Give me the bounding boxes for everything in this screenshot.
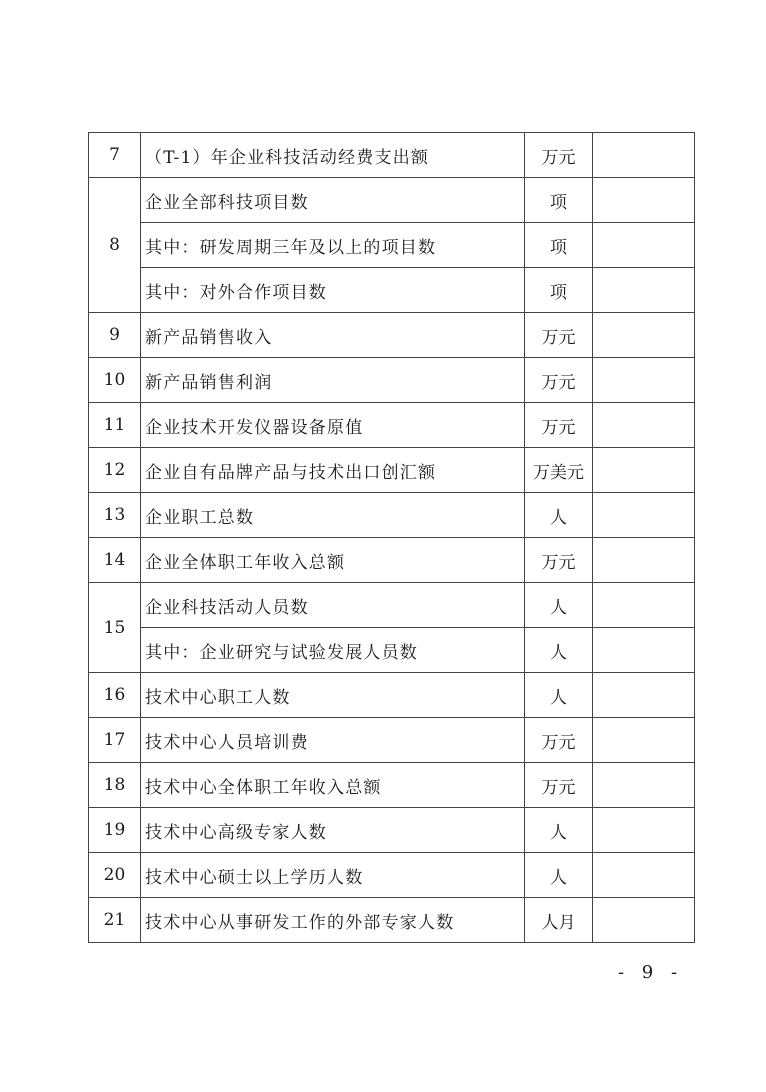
indicator-value-cell[interactable] <box>593 313 695 358</box>
row-number: 11 <box>89 403 141 448</box>
indicator-name: 技术中心人员培训费 <box>141 718 525 763</box>
indicator-name: 技术中心全体职工年收入总额 <box>141 763 525 808</box>
table-row <box>89 178 695 223</box>
table-row <box>89 403 695 448</box>
table-row <box>89 718 695 763</box>
row-number: 18 <box>89 763 141 808</box>
indicator-value-cell[interactable] <box>593 673 695 718</box>
indicator-unit: 人 <box>525 808 593 853</box>
indicator-unit: 万元 <box>525 358 593 403</box>
table-row <box>89 493 695 538</box>
indicator-unit: 万元 <box>525 538 593 583</box>
indicator-value-cell[interactable] <box>593 718 695 763</box>
indicator-value-cell[interactable] <box>593 763 695 808</box>
indicator-name: 企业科技活动人员数 <box>141 583 525 628</box>
row-number: 13 <box>89 493 141 538</box>
indicator-value-cell[interactable] <box>593 493 695 538</box>
table-row <box>89 448 695 493</box>
row-number: 20 <box>89 853 141 898</box>
indicator-name: 新产品销售收入 <box>141 313 525 358</box>
indicator-unit: 人 <box>525 673 593 718</box>
indicator-value-cell[interactable] <box>593 898 695 943</box>
table-row <box>89 808 695 853</box>
table-row <box>89 853 695 898</box>
indicator-value-cell[interactable] <box>593 358 695 403</box>
indicator-unit: 万元 <box>525 763 593 808</box>
row-number: 21 <box>89 898 141 943</box>
indicator-value-cell[interactable] <box>593 223 695 268</box>
row-number: 10 <box>89 358 141 403</box>
indicator-value-cell[interactable] <box>593 538 695 583</box>
indicator-name: 技术中心职工人数 <box>141 673 525 718</box>
indicator-name: 企业技术开发仪器设备原值 <box>141 403 525 448</box>
indicator-value-cell[interactable] <box>593 583 695 628</box>
table-row <box>89 268 695 313</box>
indicator-name: 企业全体职工年收入总额 <box>141 538 525 583</box>
indicator-name: （T-1）年企业科技活动经费支出额 <box>141 133 525 178</box>
indicator-value-cell[interactable] <box>593 628 695 673</box>
indicator-table <box>88 132 695 943</box>
indicator-name: 技术中心高级专家人数 <box>141 808 525 853</box>
indicator-unit: 万美元 <box>525 448 593 493</box>
table-row <box>89 898 695 943</box>
indicator-name: 企业职工总数 <box>141 493 525 538</box>
indicator-value-cell[interactable] <box>593 268 695 313</box>
row-number: 16 <box>89 673 141 718</box>
indicator-value-cell[interactable] <box>593 853 695 898</box>
row-number: 14 <box>89 538 141 583</box>
indicator-value-cell[interactable] <box>593 178 695 223</box>
row-number: 15 <box>89 583 141 673</box>
indicator-name: 其中：对外合作项目数 <box>141 268 525 313</box>
table-row <box>89 673 695 718</box>
indicator-value-cell[interactable] <box>593 808 695 853</box>
indicator-name: 其中：企业研究与试验发展人员数 <box>141 628 525 673</box>
indicator-unit: 人 <box>525 853 593 898</box>
table-row <box>89 538 695 583</box>
indicator-unit: 项 <box>525 223 593 268</box>
table-row <box>89 358 695 403</box>
row-number: 7 <box>89 133 141 178</box>
table-row <box>89 628 695 673</box>
row-number: 9 <box>89 313 141 358</box>
table-row <box>89 313 695 358</box>
table-row <box>89 133 695 178</box>
row-number: 19 <box>89 808 141 853</box>
indicator-name: 新产品销售利润 <box>141 358 525 403</box>
indicator-unit: 项 <box>525 268 593 313</box>
indicator-name: 企业自有品牌产品与技术出口创汇额 <box>141 448 525 493</box>
table-row <box>89 223 695 268</box>
indicator-unit: 万元 <box>525 313 593 358</box>
row-number: 8 <box>89 178 141 313</box>
indicator-value-cell[interactable] <box>593 403 695 448</box>
indicator-unit: 人 <box>525 628 593 673</box>
indicator-name: 其中：研发周期三年及以上的项目数 <box>141 223 525 268</box>
indicator-value-cell[interactable] <box>593 448 695 493</box>
indicator-unit: 人月 <box>525 898 593 943</box>
page-number: - 9 - <box>618 962 684 983</box>
indicator-unit: 人 <box>525 583 593 628</box>
table-row <box>89 583 695 628</box>
indicator-unit: 万元 <box>525 718 593 763</box>
row-number: 12 <box>89 448 141 493</box>
table-row <box>89 763 695 808</box>
indicator-name: 企业全部科技项目数 <box>141 178 525 223</box>
indicator-name: 技术中心硕士以上学历人数 <box>141 853 525 898</box>
row-number: 17 <box>89 718 141 763</box>
indicator-unit: 人 <box>525 493 593 538</box>
indicator-unit: 万元 <box>525 403 593 448</box>
indicator-unit: 项 <box>525 178 593 223</box>
indicator-name: 技术中心从事研发工作的外部专家人数 <box>141 898 525 943</box>
indicator-value-cell[interactable] <box>593 133 695 178</box>
indicator-unit: 万元 <box>525 133 593 178</box>
